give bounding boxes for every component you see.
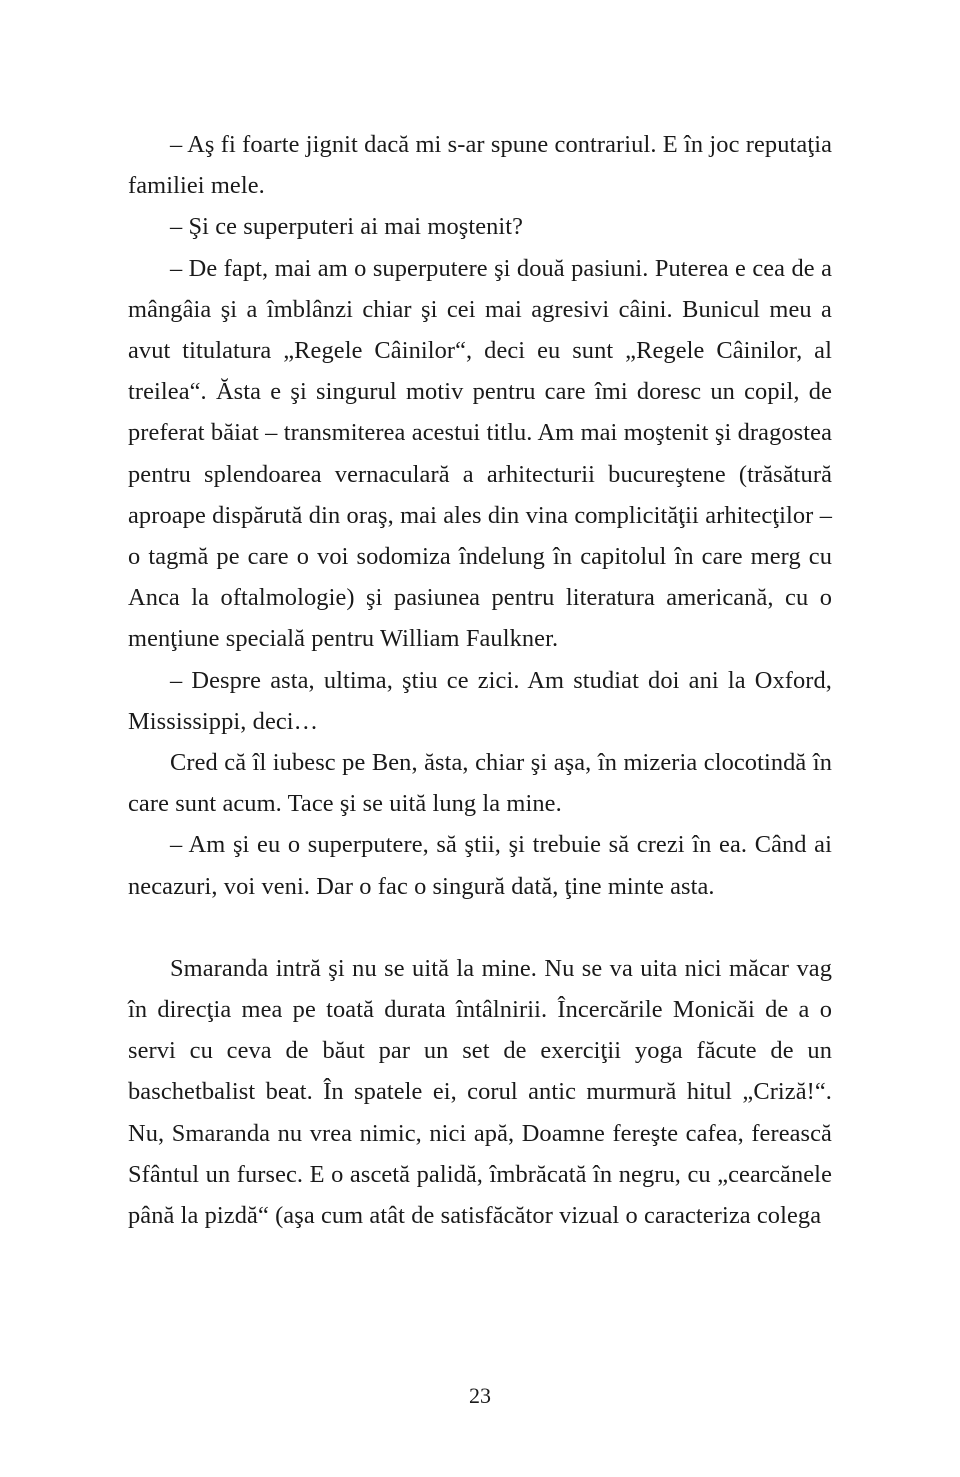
paragraph: Smaranda intră şi nu se uită la mine. Nu se va uita nici măcar vag în direcţia mea pe toată durata întâlnirii. Încercările Monicăi de a o servi cu ceva de băut par un set de exerciţii yoga făcute de un baschetbalist beat. În spatele ei, corul antic murmură hitul „Criză!“. Nu, Smaranda nu vrea nimic, nici apă, Doamne fereşte cafea, ferească Sfântul un fursec. E o ascetă palidă, îmbrăcată în negru, cu „cearcănele până la pizdă“ (aşa cum atât de satisfăcător vizual o caracteriza colega xyxy=(128,954,832,1230)
paragraph: – De fapt, mai am o superputere şi două pasiuni. Puterea e cea de a mângâia şi a îmblânzi chiar şi cei mai agresivi câini. Bunicul meu a avut titulatura „Regele Câinilor“, deci eu sunt „Regele Câinilor, al treilea“. Ăsta e şi singurul motiv pentru care îmi doresc un copil, de preferat băiat – transmiterea acestui titlu. Am mai moştenit şi dragostea pentru splendoarea vernaculară a arhitecturii bucureştene (trăsătură aproape dispărută din oraş, mai ales din vina complicităţii arhitecţilor – o tagmă pe care o voi sodomiza îndelung în capitolul în care merg cu Anca la oftalmologie) şi pasiunea pentru literatura americană, cu o menţiune specială pentru William Faulkner. xyxy=(128,254,832,653)
paragraph: Cred că îl iubesc pe Ben, ăsta, chiar şi aşa, în mizeria clocotindă în care sunt acum. Tace şi se uită lung la mine. xyxy=(128,749,832,818)
paragraph: – Despre asta, ultima, ştiu ce zici. Am studiat doi ani la Oxford, Mississippi, deci… xyxy=(128,666,832,735)
page-number: 23 xyxy=(469,1383,491,1408)
paragraph: – Am şi eu o superputere, să ştii, şi trebuie să crezi în ea. Când ai necazuri, voi veni. Dar o fac o singură dată, ţine minte asta. xyxy=(128,831,832,900)
body-text xyxy=(128,124,832,1236)
paragraph: – Şi ce superputeri ai mai moştenit? xyxy=(170,213,524,241)
paragraph: – Aş fi foarte jignit dacă mi s-ar spune contrariul. E în joc reputaţia familiei mele. xyxy=(128,131,832,200)
